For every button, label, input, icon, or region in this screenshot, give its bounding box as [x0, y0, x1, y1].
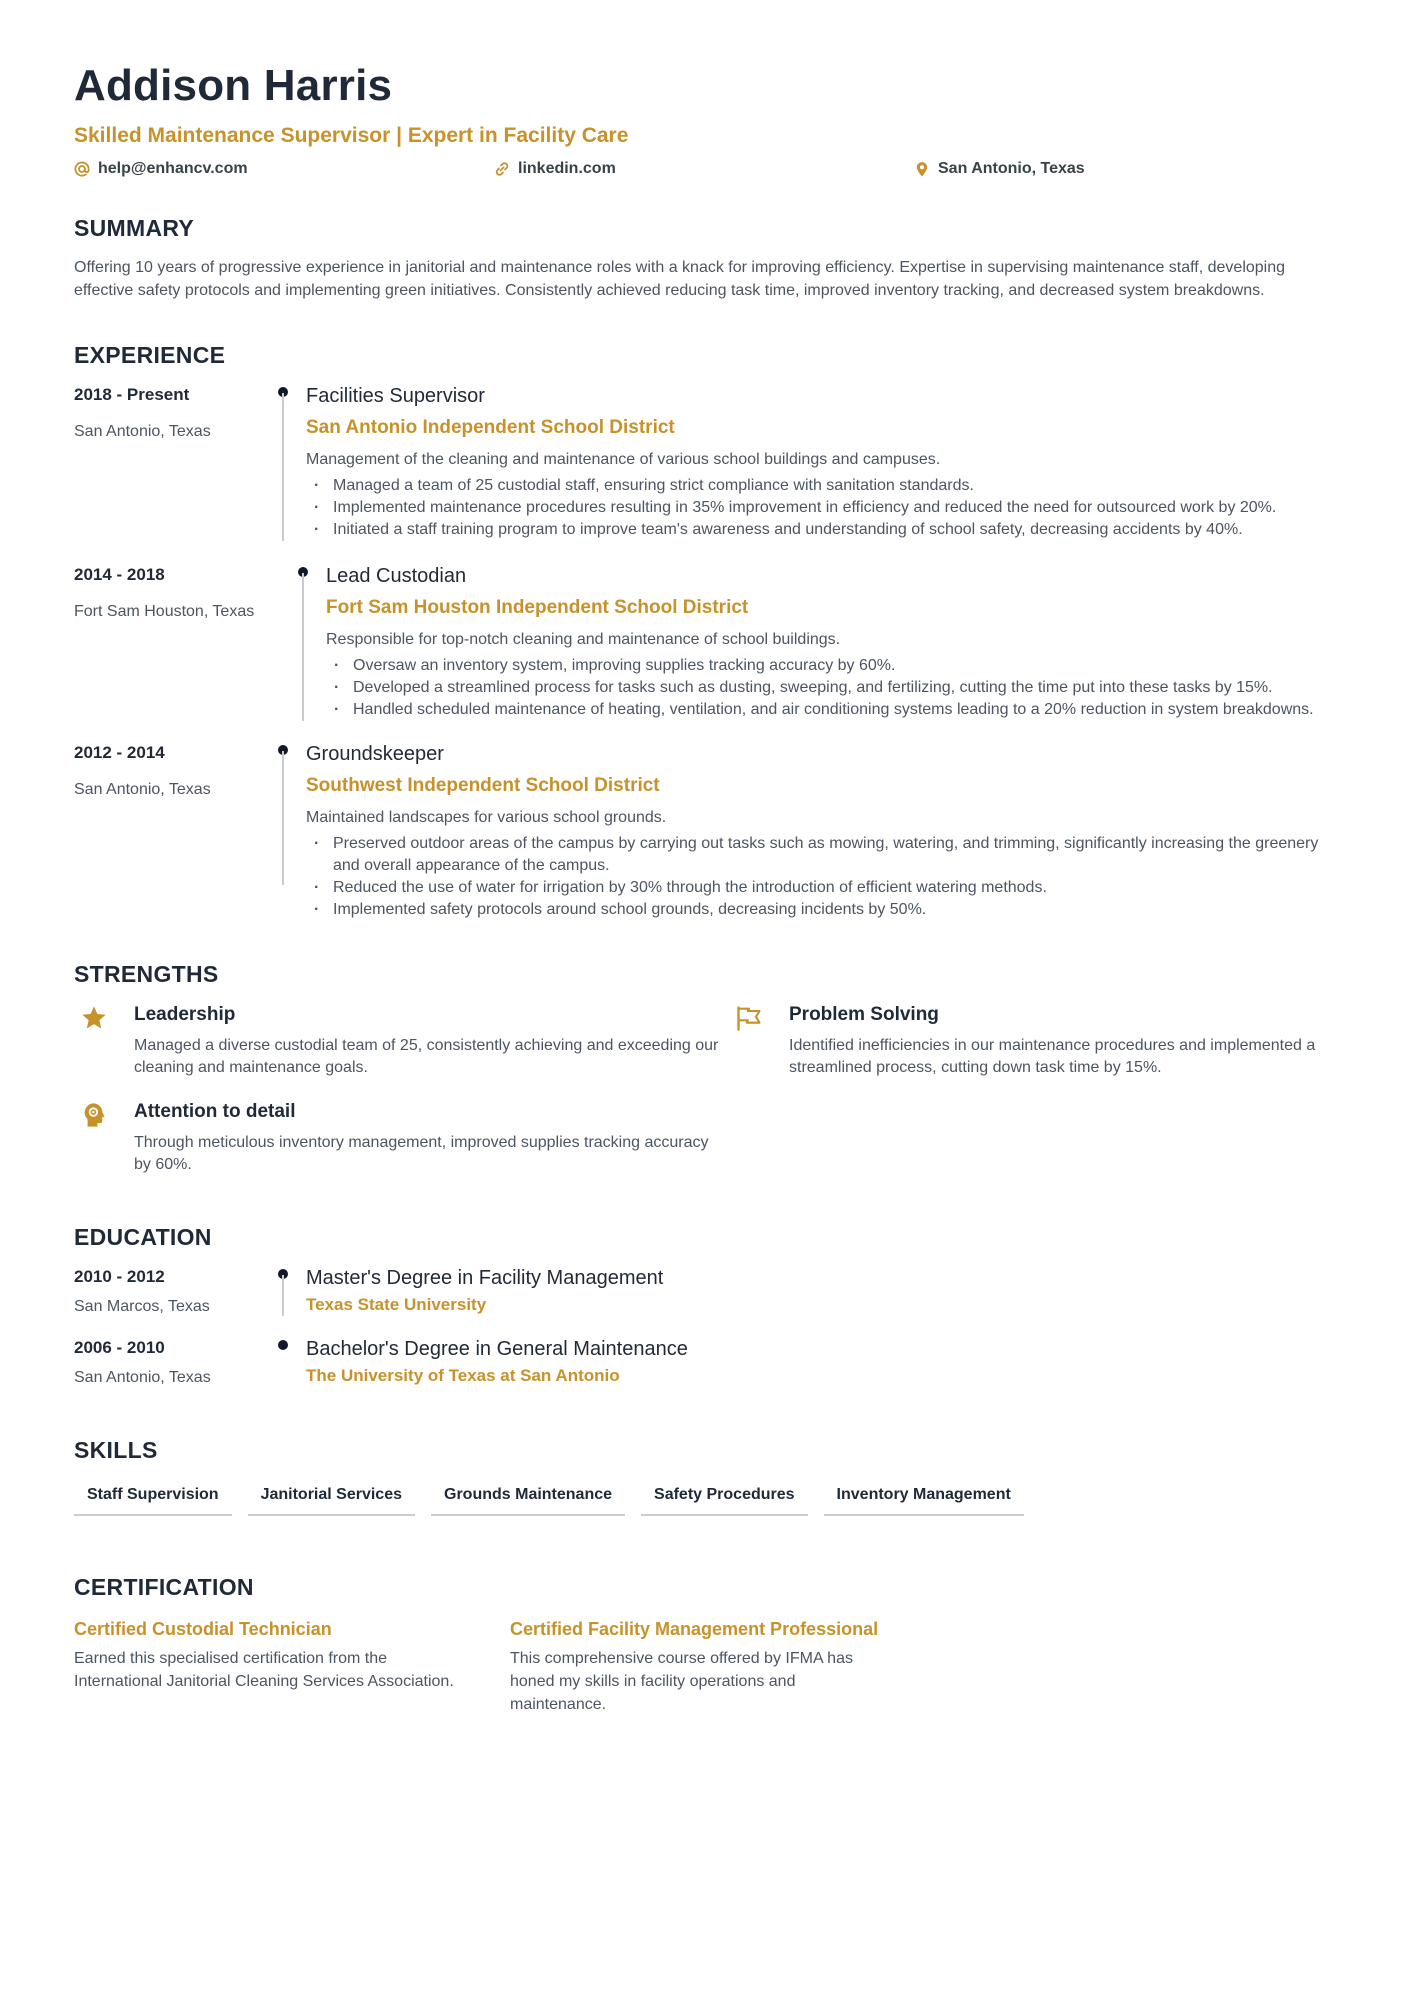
experience-date: 2014 - 2018 [74, 565, 165, 585]
map-pin-icon [914, 161, 930, 177]
candidate-name: Addison Harris [74, 61, 393, 110]
employer-name: Fort Sam Houston Independent School District [326, 597, 749, 619]
certification-item [74, 1618, 456, 1716]
achievement-item: · Oversaw an inventory system, improving supplies tracking accuracy by 60%. [326, 655, 1336, 677]
email-text: help@enhancv.com [98, 160, 248, 178]
education-location: San Antonio, Texas [74, 1369, 211, 1387]
flag-icon [735, 1004, 763, 1032]
achievement-item: · Handled scheduled maintenance of heating, ventilation, and air conditioning systems leading to a 20% reduction in system breakdowns. [326, 699, 1336, 721]
experience-entry [74, 385, 1336, 555]
experience-location: San Antonio, Texas [74, 423, 211, 441]
achievement-item: · Developed a streamlined process for tasks such as dusting, sweeping, and fertilizing, cutting the time put into these tasks by 15%. [326, 677, 1336, 699]
timeline-marker [284, 565, 326, 721]
certification-description: Earned this specialised certification from the International Janitorial Cleaning Services Association. [74, 1650, 454, 1691]
school-name: Texas State University [306, 1295, 487, 1315]
achievement-list [326, 655, 1336, 721]
education-entry [74, 1267, 1336, 1338]
achievement-item: · Preserved outdoor areas of the campus by carrying out tasks such as mowing, watering, and trimming, significantly increasing the greenery and overall appearance of the campus. [306, 833, 1336, 877]
experience-heading: EXPERIENCE [74, 342, 226, 369]
linkedin-text: linkedin.com [518, 160, 616, 178]
at-sign-icon [74, 161, 90, 177]
job-description: Maintained landscapes for various school grounds. [306, 809, 667, 827]
achievement-item: · Implemented maintenance procedures resulting in 35% improvement in efficiency and reduced the need for outsourced work by 20%. [306, 497, 1336, 519]
strength-item [74, 1004, 729, 1079]
skill-tag: Janitorial Services [248, 1482, 415, 1516]
experience-entry [74, 743, 1336, 921]
job-description: Responsible for top-notch cleaning and maintenance of school buildings. [326, 631, 841, 649]
education-location: San Marcos, Texas [74, 1298, 210, 1316]
certification-list [74, 1618, 1336, 1716]
skill-tag: Staff Supervision [74, 1482, 232, 1516]
job-description: Management of the cleaning and maintenance of various school buildings and campuses. [306, 451, 941, 469]
certification-heading: CERTIFICATION [74, 1574, 254, 1601]
experience-entry [74, 565, 1336, 735]
strength-title: Leadership [134, 1004, 236, 1026]
experience-date: 2012 - 2014 [74, 743, 165, 763]
education-heading: EDUCATION [74, 1224, 212, 1251]
achievement-item: · Reduced the use of water for irrigation by 30% through the introduction of efficient watering methods. [306, 877, 1336, 899]
summary-heading: SUMMARY [74, 215, 195, 242]
contact-linkedin[interactable] [494, 160, 914, 178]
certification-name: Certified Facility Management Professional [510, 1619, 879, 1640]
strength-description: Managed a diverse custodial team of 25, consistently achieving and exceeding our cleaning and maintenance goals. [134, 1037, 719, 1077]
link-icon [494, 161, 510, 177]
achievement-item: · Managed a team of 25 custodial staff, ensuring strict compliance with sanitation standards. [306, 475, 1336, 497]
strength-title: Problem Solving [789, 1004, 939, 1026]
timeline-marker [264, 1267, 306, 1316]
employer-name: San Antonio Independent School District [306, 417, 675, 439]
achievement-list [306, 833, 1336, 921]
certification-item [510, 1618, 892, 1716]
degree-title: Bachelor's Degree in General Maintenance [306, 1338, 688, 1361]
employer-name: Southwest Independent School District [306, 775, 660, 797]
achievement-item: · Initiated a staff training program to improve team's awareness and understanding of school safety, decreasing accidents by 40%. [306, 519, 1336, 541]
experience-location: Fort Sam Houston, Texas [74, 603, 255, 621]
contact-email[interactable] [74, 160, 494, 178]
star-icon [80, 1004, 108, 1032]
job-title: Groundskeeper [306, 743, 444, 766]
strengths-grid [74, 1004, 1336, 1198]
experience-date: 2018 - Present [74, 385, 190, 405]
job-title: Facilities Supervisor [306, 385, 485, 408]
head-gear-icon [80, 1101, 108, 1129]
strengths-heading: STRENGTHS [74, 961, 219, 988]
skill-tag: Safety Procedures [641, 1482, 808, 1516]
achievement-list [306, 475, 1336, 541]
strength-item [729, 1004, 1329, 1079]
skill-tag: Inventory Management [824, 1482, 1024, 1516]
strength-description: Identified inefficiencies in our maintenance procedures and implemented a streamlined process, cutting down task time by 15%. [789, 1037, 1316, 1077]
education-date: 2006 - 2010 [74, 1338, 165, 1358]
job-title: Lead Custodian [326, 565, 467, 588]
skills-heading: SKILLS [74, 1437, 158, 1464]
location-text: San Antonio, Texas [938, 160, 1085, 178]
strength-item [74, 1101, 729, 1176]
degree-title: Master's Degree in Facility Management [306, 1267, 664, 1290]
education-entry [74, 1338, 1336, 1387]
summary-text: Offering 10 years of progressive experience in janitorial and maintenance roles with a knack for improving efficiency. Expertise in supervising maintenance staff, developing effective safety protocols and implementing green initiatives. Consistently achieved reducing task time, improved inventory tracking, and decreased system breakdowns. [74, 259, 1286, 300]
certification-description: This comprehensive course offered by IFMA has honed my skills in facility operations and maintenance. [510, 1650, 853, 1714]
timeline-marker [264, 385, 306, 541]
certification-name: Certified Custodial Technician [74, 1619, 332, 1640]
timeline-marker [264, 1338, 306, 1387]
experience-location: San Antonio, Texas [74, 781, 211, 799]
candidate-headline: Skilled Maintenance Supervisor | Expert in Facility Care [74, 124, 629, 148]
skill-tag: Grounds Maintenance [431, 1482, 625, 1516]
achievement-item: · Implemented safety protocols around school grounds, decreasing incidents by 50%. [306, 899, 1336, 921]
skills-list [74, 1482, 1336, 1516]
contact-location [914, 160, 1085, 178]
education-date: 2010 - 2012 [74, 1267, 165, 1287]
school-name: The University of Texas at San Antonio [306, 1366, 620, 1386]
strength-description: Through meticulous inventory management, improved supplies tracking accuracy by 60%. [134, 1134, 709, 1174]
strength-title: Attention to detail [134, 1101, 296, 1123]
timeline-marker [264, 743, 306, 921]
contact-bar [74, 160, 1336, 178]
